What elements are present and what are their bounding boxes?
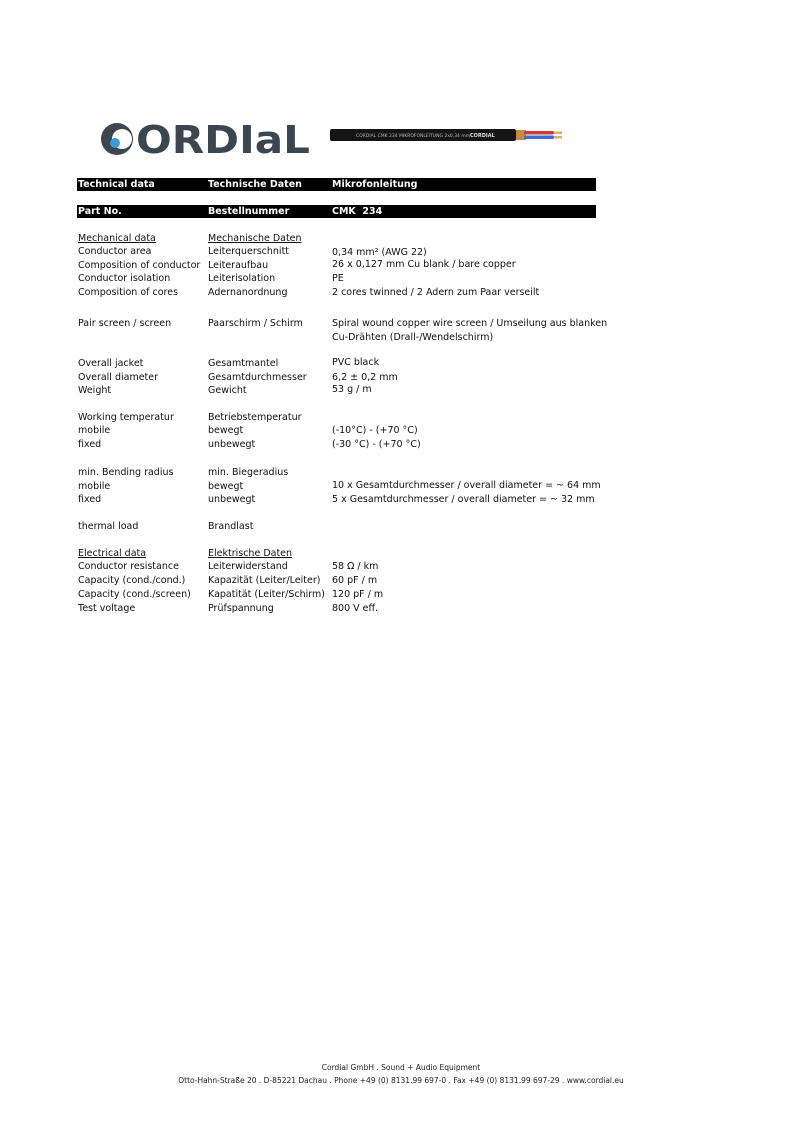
product-type: Mikrofonleitung — [332, 179, 418, 190]
spec-value: PVC black — [332, 357, 380, 368]
spec-label-en: Capacity (cond./screen) — [78, 589, 191, 600]
svg-text:CORDIAL: CORDIAL — [470, 133, 495, 139]
spec-value: 58 Ω / km — [332, 561, 379, 572]
spec-label-en: mobile — [78, 425, 111, 436]
mechanical-heading-de: Mechanische Daten — [208, 233, 302, 244]
spec-row — [0, 574, 802, 588]
spec-label-en: Working temperatur — [78, 412, 174, 423]
spec-value: Cu-Drähten (Drall-/Wendelschirm) — [332, 332, 494, 343]
spec-label-en: Test voltage — [78, 603, 136, 614]
spec-row — [0, 286, 802, 300]
spec-row — [0, 384, 802, 398]
technical-data-label: Technical data — [78, 179, 155, 190]
spec-label-de: Betriebstemperatur — [208, 412, 302, 423]
spec-label-en: fixed — [78, 439, 102, 450]
spec-value: 800 V eff. — [332, 603, 379, 614]
spec-value: 10 x Gesamtdurchmesser / overall diameter = ~ 64 mm — [332, 480, 601, 491]
spec-value: (-10°C) - (+70 °C) — [332, 425, 418, 436]
spec-row — [0, 560, 802, 574]
svg-text:ORDIaL: ORDIaL — [136, 118, 310, 160]
spec-label-en: mobile — [78, 481, 111, 492]
spec-row — [0, 331, 802, 345]
electrical-heading-row — [0, 547, 802, 561]
spec-label-en: Conductor resistance — [78, 561, 179, 572]
spec-label-de: bewegt — [208, 481, 244, 492]
spec-row — [0, 466, 802, 480]
spec-label-de: unbewegt — [208, 439, 256, 450]
electrical-heading-de: Elektrische Daten — [208, 548, 293, 559]
mechanical-heading-row — [0, 232, 802, 246]
spec-value: 2 cores twinned / 2 Adern zum Paar verseilt — [332, 287, 540, 298]
spec-row — [0, 411, 802, 425]
spec-label-de: Brandlast — [208, 521, 254, 532]
part-number-bar — [77, 205, 596, 218]
spec-label-en: min. Bending radius — [78, 467, 174, 478]
spec-label-en: Composition of cores — [78, 287, 179, 298]
spec-value: Spiral wound copper wire screen / Umseilung aus blanken — [332, 318, 608, 329]
spec-label-en: Conductor isolation — [78, 273, 171, 284]
cable-image — [330, 124, 576, 146]
mechanical-heading-en: Mechanical data — [78, 233, 156, 244]
spec-label-de: Adernanordnung — [208, 287, 288, 298]
spec-label-de: Kapatität (Leiter/Schirm) — [208, 589, 325, 600]
spec-label-de: Gesamtmantel — [208, 358, 279, 369]
spec-value: 53 g / m — [332, 384, 372, 395]
spec-row — [0, 520, 802, 534]
footer-address: Otto-Hahn-Straße 20 . D-85221 Dachau . Phone +49 (0) 8131.99 697-0 . Fax +49 (0) 8131.99 697-29 . www.cordial.eu — [178, 1076, 624, 1085]
spec-row — [0, 317, 802, 331]
svg-text:CORDIAL CMK 234 MIKROFONLE: CORDIAL CMK 234 MIKROFONLEITUNG 2x0,34 mm² — [356, 134, 472, 139]
spec-label-de: bewegt — [208, 425, 244, 436]
spec-row — [0, 480, 802, 494]
spec-value: 6,2 ± 0,2 mm — [332, 372, 398, 383]
spec-label-en: Conductor area — [78, 246, 152, 257]
spec-label-de: Gesamtdurchmesser — [208, 372, 307, 383]
spec-label-de: Kapazität (Leiter/Leiter) — [208, 575, 321, 586]
spec-label-de: Paarschirm / Schirm — [208, 318, 303, 329]
spec-label-en: Composition of conductor — [78, 260, 201, 271]
spec-label-en: Pair screen / screen — [78, 318, 172, 329]
spec-label-en: Capacity (cond./cond.) — [78, 575, 186, 586]
spec-label-en: Weight — [78, 385, 112, 396]
bestellnummer-label: Bestellnummer — [208, 206, 290, 217]
technische-daten-label: Technische Daten — [208, 179, 302, 190]
spec-value: 120 pF / m — [332, 589, 384, 600]
spec-row — [0, 357, 802, 371]
spec-label-de: Prüfspannung — [208, 603, 274, 614]
spec-value: 0,34 mm² (AWG 22) — [332, 247, 427, 258]
spec-label-de: Leiterquerschnitt — [208, 246, 290, 257]
spec-label-en: fixed — [78, 494, 102, 505]
spec-row — [0, 272, 802, 286]
spec-row — [0, 588, 802, 602]
spec-row — [0, 424, 802, 438]
spec-row — [0, 259, 802, 273]
footer-company: Cordial GmbH . Sound + Audio Equipment — [321, 1063, 481, 1072]
spec-label-de: Leiterwiderstand — [208, 561, 288, 572]
spec-value: (-30 °C) - (+70 °C) — [332, 439, 421, 450]
spec-label-de: min. Biegeradius — [208, 467, 289, 478]
part-no-label: Part No. — [78, 206, 122, 217]
spec-row — [0, 371, 802, 385]
spec-value: PE — [332, 273, 344, 284]
spec-label-de: Leiteraufbau — [208, 260, 269, 271]
spec-row — [0, 245, 802, 259]
spec-row — [0, 493, 802, 507]
spec-row — [0, 438, 802, 452]
part-number: CMK 234 — [332, 206, 383, 217]
technical-data-bar — [77, 178, 596, 191]
spec-label-de: unbewegt — [208, 494, 256, 505]
spec-label-en: thermal load — [78, 521, 139, 532]
spec-value: 5 x Gesamtdurchmesser / overall diameter = ~ 32 mm — [332, 494, 595, 505]
spec-row — [0, 602, 802, 616]
spec-label-de: Gewicht — [208, 385, 247, 396]
spec-label-en: Overall jacket — [78, 358, 144, 369]
cordial-logo — [98, 118, 312, 160]
spec-value: 26 x 0,127 mm Cu blank / bare copper — [332, 259, 516, 270]
electrical-heading-en: Electrical data — [78, 548, 147, 559]
spec-label-en: Overall diameter — [78, 372, 159, 383]
spec-value: 60 pF / m — [332, 575, 378, 586]
spec-label-de: Leiterisolation — [208, 273, 276, 284]
